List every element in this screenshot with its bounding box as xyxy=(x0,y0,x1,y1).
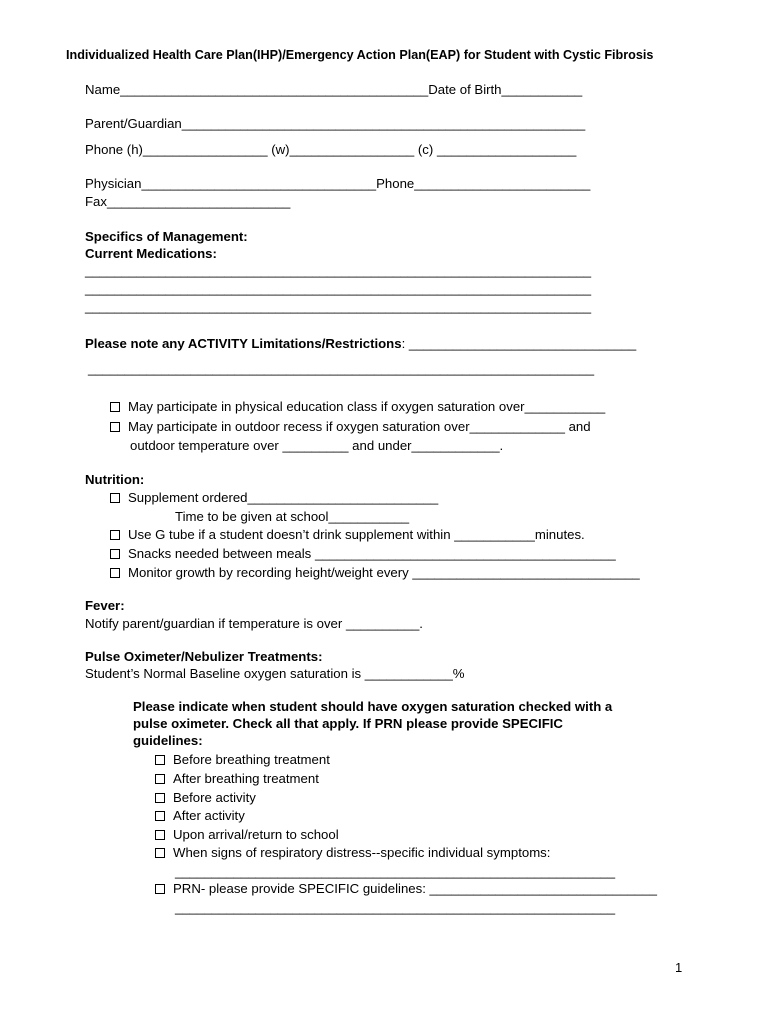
g-tube-label: Use G tube if a student doesn’t drink supplement within ___________minutes. xyxy=(128,527,585,542)
checkbox[interactable] xyxy=(110,530,120,540)
snacks-label: Snacks needed between meals _________________________________________ xyxy=(128,546,616,561)
checkbox[interactable] xyxy=(110,493,120,503)
baseline-saturation-field[interactable]: Student’s Normal Baseline oxygen saturation is ____________% xyxy=(85,666,465,681)
page-number: 1 xyxy=(675,960,683,975)
name-dob-field[interactable]: Name__________________________________________Date of Birth___________ xyxy=(85,82,583,97)
after-breathing-item xyxy=(155,771,319,787)
medication-line[interactable]: _____________________________________________________________________ xyxy=(85,299,592,314)
activity-blank: : _______________________________ xyxy=(401,336,637,351)
activity-label: Please note any ACTIVITY Limitations/Restrictions xyxy=(85,336,402,351)
supplement-item xyxy=(110,490,438,506)
prn-guidelines-line[interactable]: ____________________________________________________________ xyxy=(175,900,616,915)
fever-heading: Fever: xyxy=(85,598,125,613)
symptoms-line[interactable]: ____________________________________________________________ xyxy=(175,864,616,879)
physician-field[interactable]: Physician________________________________Phone________________________ xyxy=(85,176,591,191)
g-tube-item xyxy=(110,527,585,543)
checkbox[interactable] xyxy=(155,830,165,840)
after-activity-item xyxy=(155,808,245,824)
activity-line[interactable]: _____________________________________________________________________ xyxy=(88,361,595,376)
checkbox[interactable] xyxy=(110,422,120,432)
nutrition-heading: Nutrition: xyxy=(85,472,145,487)
checkbox[interactable] xyxy=(110,568,120,578)
before-activity-label: Before activity xyxy=(173,790,256,805)
pulse-instruction-line: pulse oximeter. Check all that apply. If PRN please provide SPECIFIC xyxy=(133,716,563,731)
pulse-instruction-line: guidelines: xyxy=(133,733,203,748)
recess-participation-label: May participate in outdoor recess if oxygen saturation over_____________ and xyxy=(128,419,591,434)
pe-participation-item xyxy=(110,399,605,415)
distress-label: When signs of respiratory distress--specific individual symptoms: xyxy=(173,845,551,860)
arrival-item xyxy=(155,827,339,843)
distress-item xyxy=(155,845,550,861)
checkbox[interactable] xyxy=(155,755,165,765)
after-activity-label: After activity xyxy=(173,808,245,823)
checkbox[interactable] xyxy=(110,402,120,412)
before-activity-item xyxy=(155,790,256,806)
management-heading: Specifics of Management: xyxy=(85,229,248,244)
medications-heading: Current Medications: xyxy=(85,246,217,261)
recess-participation-item xyxy=(110,419,591,435)
pe-participation-label: May participate in physical education class if oxygen saturation over___________ xyxy=(128,399,606,414)
arrival-label: Upon arrival/return to school xyxy=(173,827,339,842)
pulse-instruction-line: Please indicate when student should have oxygen saturation checked with a xyxy=(133,699,613,714)
activity-limitations-field[interactable] xyxy=(85,336,636,352)
growth-monitor-label: Monitor growth by recording height/weight every _______________________________ xyxy=(128,565,640,580)
phone-field[interactable]: Phone (h)_________________ (w)_________________ (c) ___________________ xyxy=(85,142,577,157)
supplement-label: Supplement ordered__________________________ xyxy=(128,490,439,505)
before-breathing-item xyxy=(155,752,330,768)
page-title: Individualized Health Care Plan(IHP)/Emergency Action Plan(EAP) for Student with Cystic Fibrosis xyxy=(66,48,654,62)
medication-line[interactable]: _____________________________________________________________________ xyxy=(85,281,592,296)
checkbox[interactable] xyxy=(155,848,165,858)
pulse-oximeter-heading: Pulse Oximeter/Nebulizer Treatments: xyxy=(85,649,323,664)
checkbox[interactable] xyxy=(110,549,120,559)
outdoor-temperature-line[interactable]: outdoor temperature over _________ and under____________. xyxy=(130,438,504,453)
before-breathing-label: Before breathing treatment xyxy=(173,752,330,767)
fax-field[interactable]: Fax_________________________ xyxy=(85,194,291,209)
medication-line[interactable]: _____________________________________________________________________ xyxy=(85,263,592,278)
supplement-time-field[interactable]: Time to be given at school___________ xyxy=(175,509,410,524)
checkbox[interactable] xyxy=(155,811,165,821)
checkbox[interactable] xyxy=(155,884,165,894)
prn-item xyxy=(155,881,657,897)
parent-guardian-field[interactable]: Parent/Guardian_______________________________________________________ xyxy=(85,116,586,131)
checkbox[interactable] xyxy=(155,793,165,803)
prn-label: PRN- please provide SPECIFIC guidelines: _______________________________ xyxy=(173,881,657,896)
snacks-item xyxy=(110,546,616,562)
fever-temperature-field[interactable]: Notify parent/guardian if temperature is over __________. xyxy=(85,616,423,631)
after-breathing-label: After breathing treatment xyxy=(173,771,319,786)
growth-monitor-item xyxy=(110,565,640,581)
checkbox[interactable] xyxy=(155,774,165,784)
